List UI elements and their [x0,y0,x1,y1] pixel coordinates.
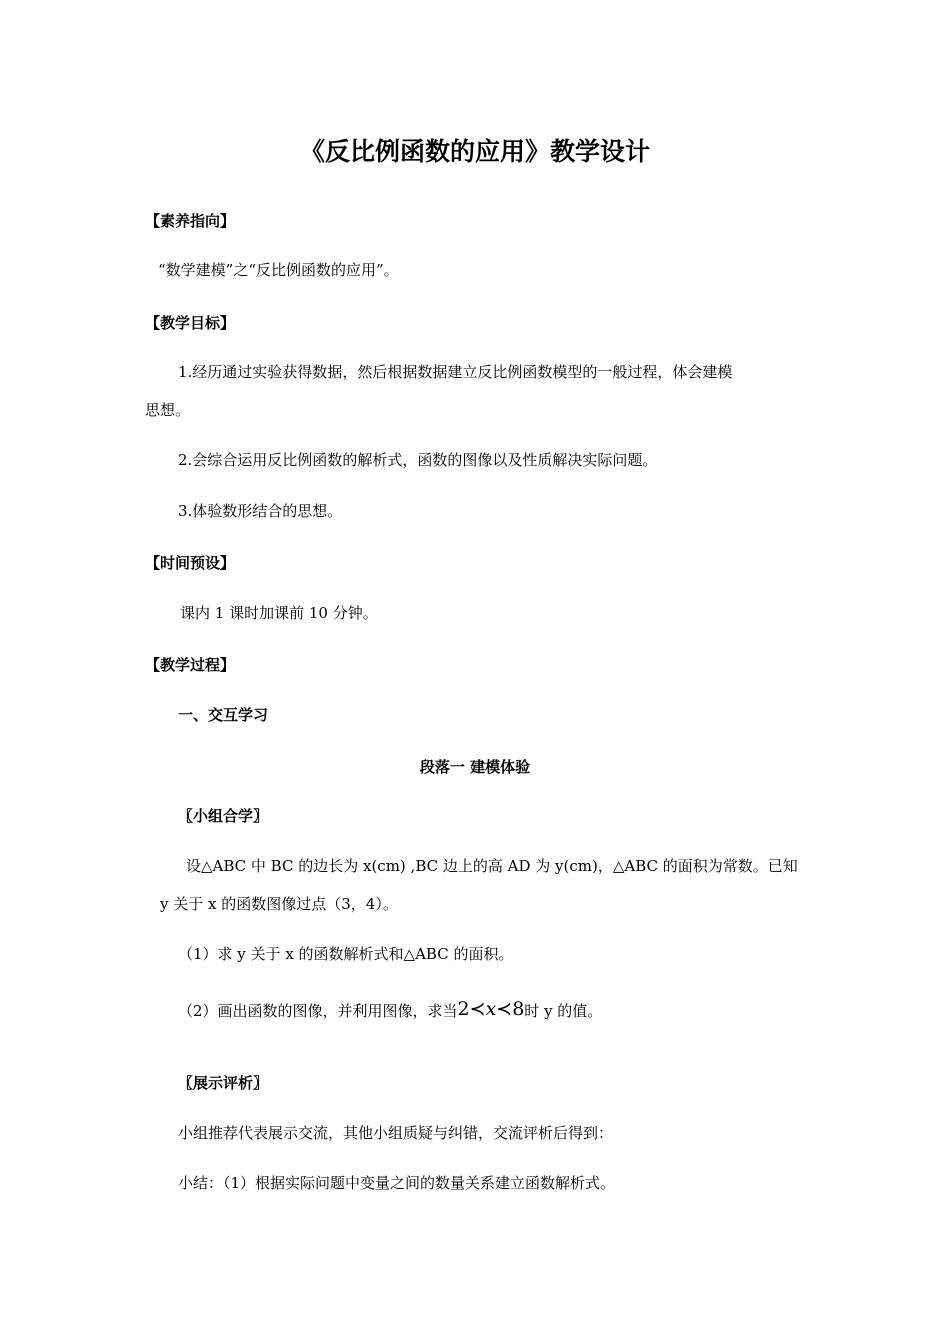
inequality-left: 2 [457,998,470,1020]
section-heading-time: 【时间预设】 [145,554,236,572]
document-title: 《反比例函数的应用》教学设计 [299,137,650,166]
objective-item-1-line-2: 思想。 [145,401,191,419]
question-2-text-after: 时 y 的值。 [524,1002,603,1020]
inequality-variable: x [485,998,497,1020]
objective-item-2: 2.会综合运用反比例函数的解析式，函数的图像以及性质解决实际问题。 [178,451,658,469]
display-text: 小组推荐代表展示交流，其他小组质疑与纠错，交流评析后得到： [178,1124,614,1142]
inequality-right: 8 [512,998,525,1020]
problem-line-1: 设△ABC 中 BC 的边长为 x(cm) ,BC 边上的高 AD 为 y(cm)，△ABC 的面积为常数。已知 [186,857,798,875]
section-heading-literacy: 【素养指向】 [145,212,236,230]
paragraph-1-heading: 段落一 建模体验 [419,758,531,776]
inequality-formula [458,998,525,1020]
display-heading: 〖展示评析〗 [178,1074,269,1092]
problem-line-2: y 关于 x 的函数图像过点（3，4）。 [160,895,398,913]
process-part-1: 一、交互学习 [178,706,269,724]
literacy-text: “数学建模”之“反比例函数的应用”。 [158,261,399,279]
question-2 [178,999,602,1021]
inequality-op-2: ≺ [496,998,513,1020]
group-study-heading: 〖小组合学〗 [178,807,269,825]
summary-text: 小结：（1）根据实际问题中变量之间的数量关系建立函数解析式。 [178,1174,616,1192]
question-1: （1）求 y 关于 x 的函数解析式和△ABC 的面积。 [178,945,514,963]
objective-item-1-line-1: 1.经历通过实验获得数据，然后根据数据建立反比例函数模型的一般过程，体会建模 [178,363,733,381]
time-text: 课内 1 课时加课前 10 分钟。 [180,604,378,622]
section-heading-process: 【教学过程】 [145,656,236,674]
objective-item-3: 3.体验数形结合的思想。 [178,502,343,520]
inequality-op-1: ≺ [469,998,486,1020]
question-2-text-before: （2）画出函数的图像，并利用图像，求当 [178,1002,458,1020]
section-heading-objectives: 【教学目标】 [145,314,236,332]
